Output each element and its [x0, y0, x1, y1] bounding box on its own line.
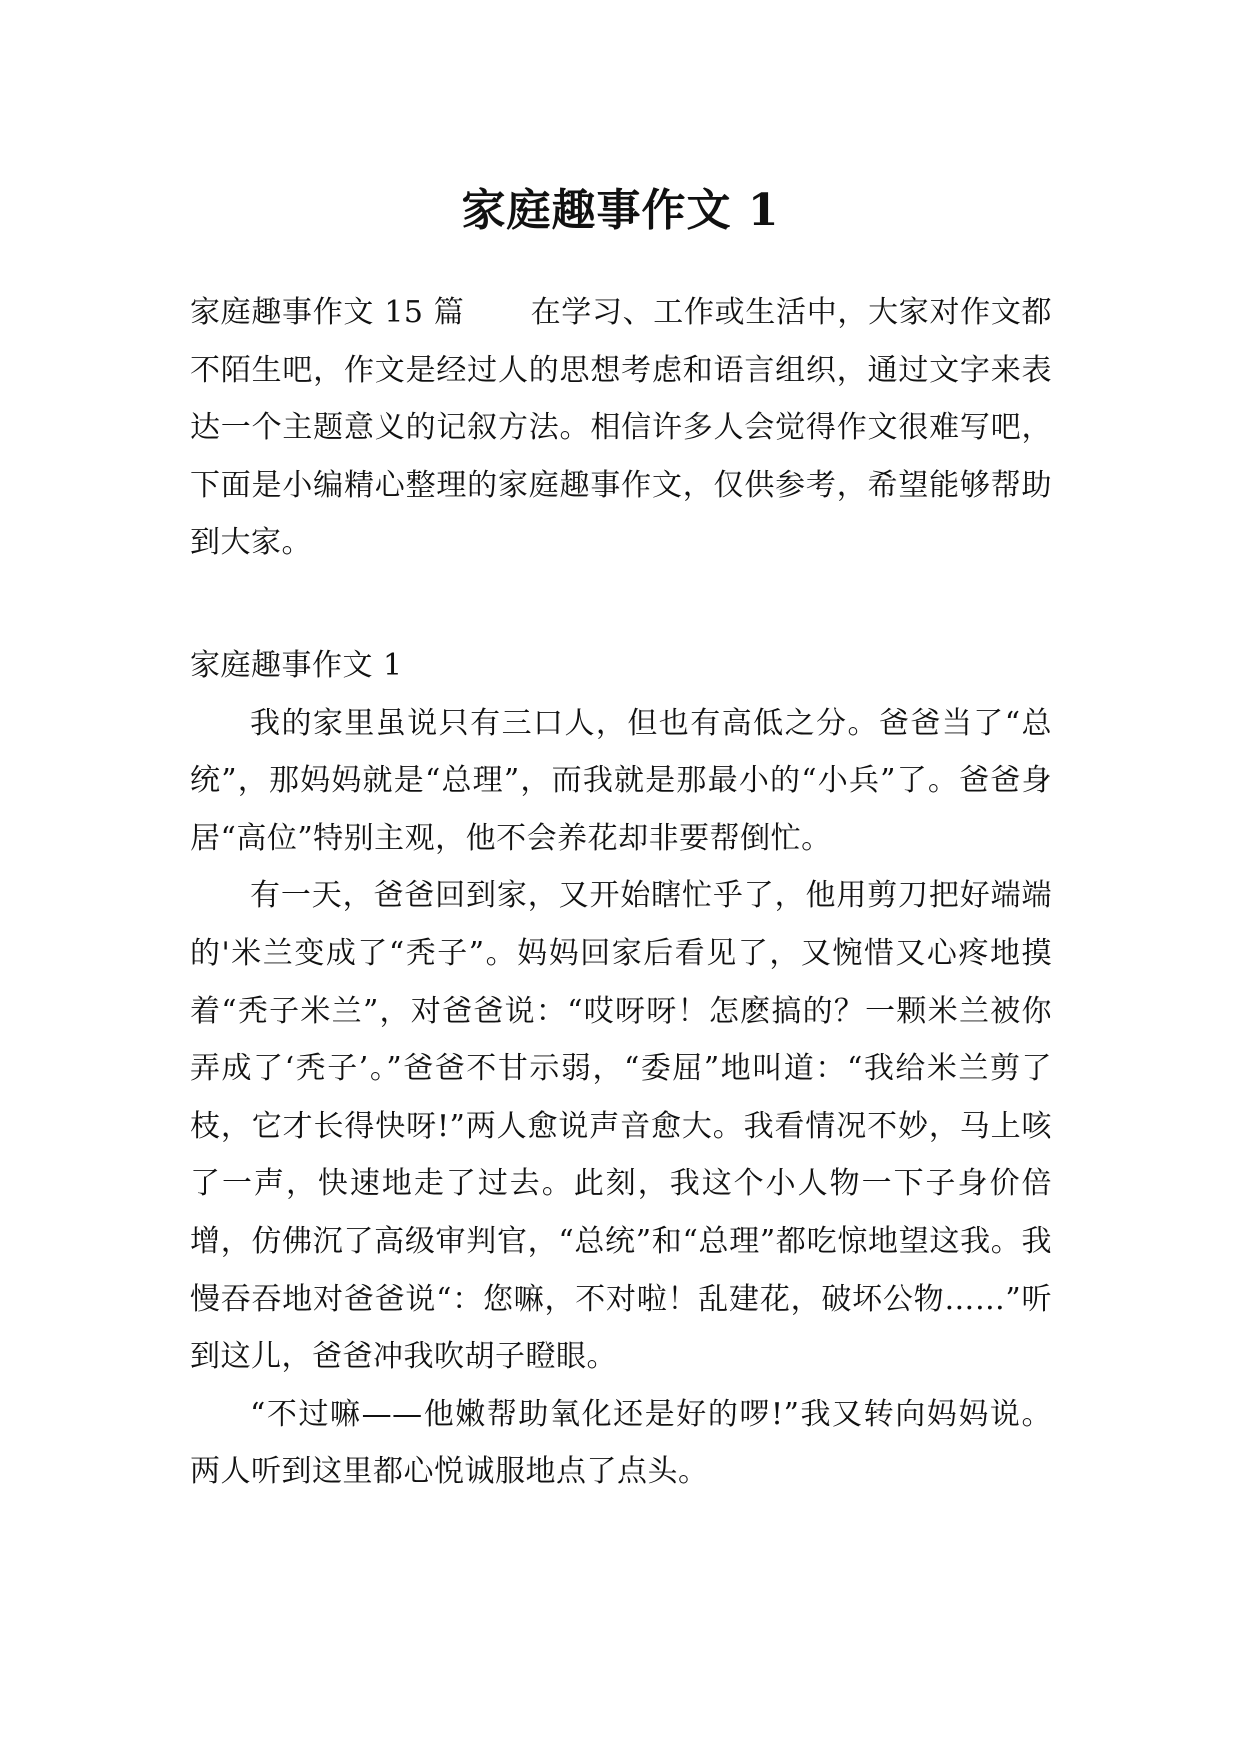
intro-text: 在学习、工作或生活中，大家对作文都不陌生吧，作文是经过人的思想考虑和语言组织，通过文字来表达一个主题意义的记叙方法。相信许多人会觉得作文很难写吧，下面是小编精心整理的家庭趣事作文，仅供参考，希望能够帮助到大家。 [190, 295, 1052, 561]
page-title: 家庭趣事作文 1 [461, 185, 780, 237]
essay-paragraph: 有一天，爸爸回到家，又开始瞎忙乎了，他用剪刀把好端端的'米兰变成了“秃子”。妈妈回家后看见了，又惋惜又心疼地摸着“秃子米兰”，对爸爸说：“哎呀呀！怎麽搞的？一颗米兰被你弄成了‘秃子’。”爸爸不甘示弱，“委屈”地叫道：“我给米兰剪了枝，它才长得快呀!”两人愈说声音愈大。我看情况不妙，马上咳了一声，快速地走了过去。此刻，我这个小人物一下子身价倍增，仿佛沉了高级审判官，“总统”和“总理”都吃惊地望这我。我慢吞吞地对爸爸说“：您嘛，不对啦！乱建花，破坏公物……”听到这儿，爸爸冲我吹胡子瞪眼。 [190, 878, 1052, 1375]
section-heading: 家庭趣事作文 1 [190, 648, 403, 683]
essay-section [190, 637, 1052, 1501]
essay-paragraph: 我的家里虽说只有三口人，但也有高低之分。爸爸当了“总统”，那妈妈就是“总理”，而我就是那最小的“小兵”了。爸爸身居“高位”特别主观，他不会养花却非要帮倒忙。 [190, 705, 1052, 856]
intro-paragraph [190, 284, 1052, 572]
essay-paragraph: “不过嘛——他嫩帮助氧化还是好的啰!”我又转向妈妈说。两人听到这里都心悦诚服地点了点头。 [190, 1396, 1052, 1490]
intro-lead: 家庭趣事作文 15 篇 [190, 295, 465, 330]
